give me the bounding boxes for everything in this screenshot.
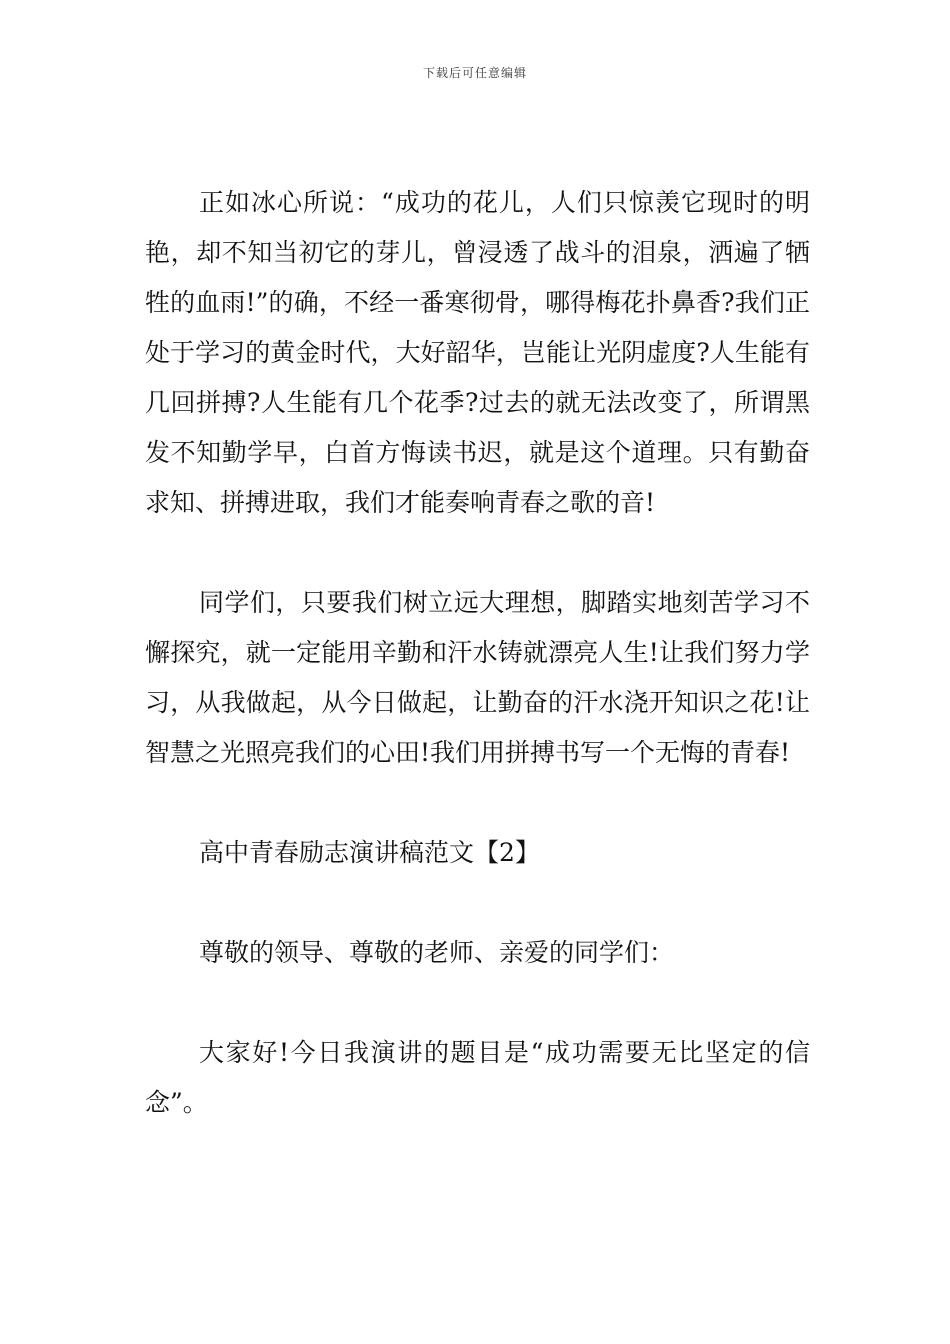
salutation: 尊敬的领导、尊敬的老师、亲爱的同学们： [199,938,675,967]
document-body [145,178,810,1128]
paragraph-bingxin-quote: 正如冰心所说：“成功的花儿，人们只惊羡它现时的明艳，却不知当初它的芽儿，曾浸透了战斗的泪泉，洒遍了牺牲的血雨!”的确，不经一番寒彻骨，哪得梅花扑鼻香?我们正处于学习的黄金时代，大好韶华，岂能让光阴虚度?人生能有几回拼搏?人生能有几个花季?过去的就无法改变了，所谓黑发不知勤学早，白首方悔读书迟，就是这个道理。只有勤奋求知、拼搏进取，我们才能奏响青春之歌的音! [145,188,810,517]
page-header-note: 下载后可任意编辑 [422,66,527,80]
paragraph-classmates: 同学们，只要我们树立远大理想，脚踏实地刻苦学习不懈探究，就一定能用辛勤和汗水铸就漂亮人生!让我们努力学习，从我做起，从今日做起，让勤奋的汗水浇开知识之花!让智慧之光照亮我们的心田!我们用拼搏书写一个无悔的青春! [145,588,810,767]
paragraph-greeting: 大家好!今日我演讲的题目是“成功需要无比坚定的信念”。 [145,1038,810,1117]
section-heading: 高中青春励志演讲稿范文【2】 [199,838,540,867]
